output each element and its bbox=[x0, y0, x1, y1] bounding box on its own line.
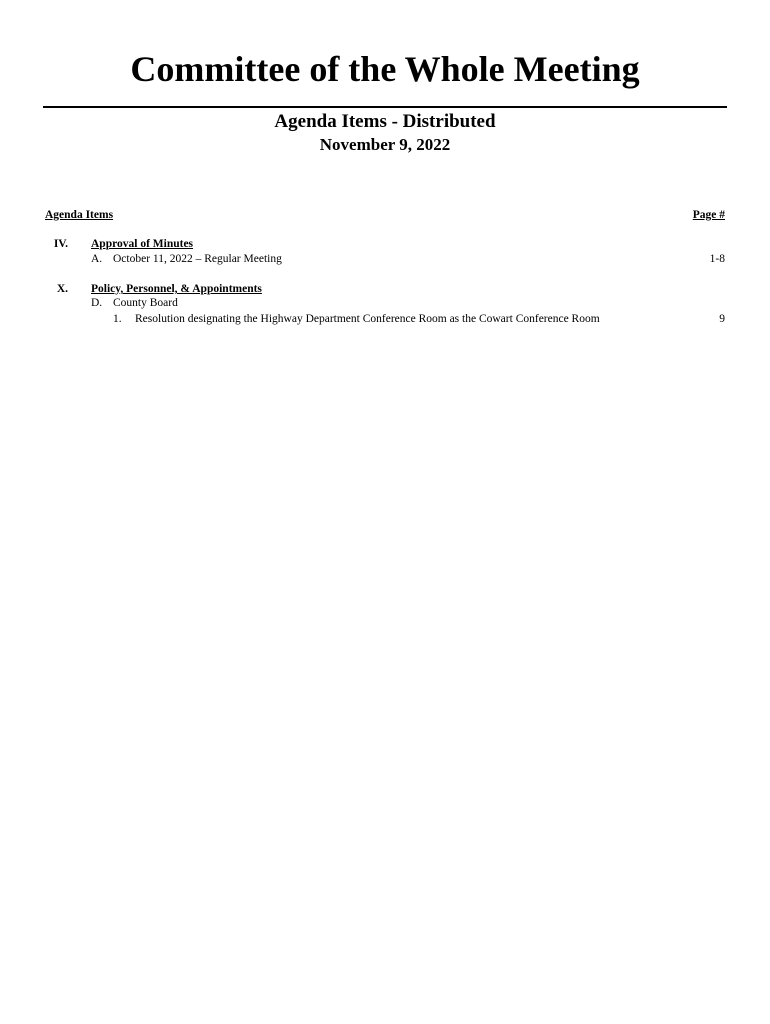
document-title: Committee of the Whole Meeting bbox=[130, 49, 640, 89]
agenda-item bbox=[91, 296, 178, 311]
document-date: November 9, 2022 bbox=[319, 135, 451, 154]
section-title: Policy, Personnel, & Appointments bbox=[91, 283, 262, 295]
item-text: County Board bbox=[113, 297, 178, 309]
agenda-items-column-header: Agenda Items bbox=[45, 209, 114, 221]
section-title: Approval of Minutes bbox=[91, 238, 194, 250]
item-page-number: 1-8 bbox=[709, 253, 725, 265]
section-number: X. bbox=[56, 283, 68, 295]
agenda-item bbox=[91, 252, 282, 267]
section-number: IV. bbox=[53, 238, 68, 250]
item-text: October 11, 2022 – Regular Meeting bbox=[113, 253, 282, 265]
page-number-column-header: Page # bbox=[692, 209, 725, 221]
subitem-marker: 1. bbox=[113, 313, 122, 325]
document-subtitle: Agenda Items - Distributed bbox=[274, 111, 496, 132]
agenda-subitem bbox=[113, 312, 600, 327]
title-divider bbox=[43, 106, 727, 108]
subitem-text: Resolution designating the Highway Department Conference Room as the Cowart Conference Room bbox=[135, 313, 600, 325]
item-marker: A. bbox=[91, 253, 103, 265]
subitem-page-number: 9 bbox=[719, 313, 725, 325]
item-marker: D. bbox=[91, 297, 103, 309]
